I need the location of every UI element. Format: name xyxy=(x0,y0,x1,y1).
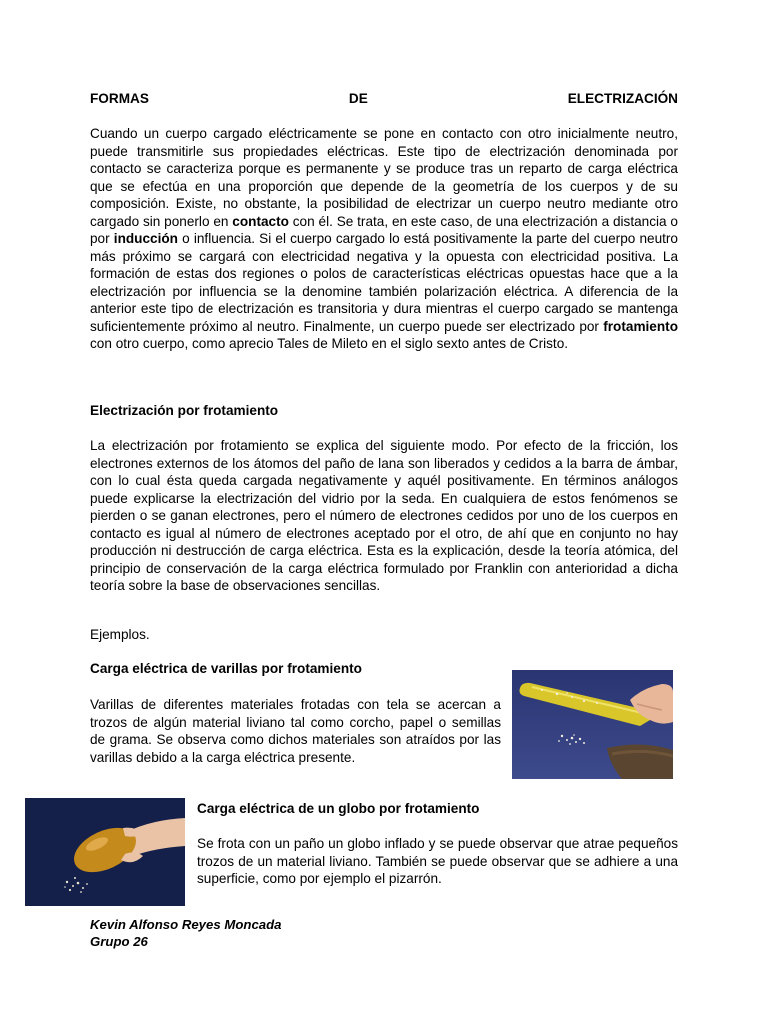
intro-text-d: o influencia. Si el cuerpo cargado lo está positivamente la parte del cuerpo neutro más próximo se cargará con electricidad negativa y la opuesta con electricidad positiva. La formación de estas dos regiones o polos de características eléctricas opuestas hace que a la electrización por influencia se la denomine también polarización eléctrica. A diferencia de la anterior este tipo de electrización es transitoria y dura mientras el cuerpo cargado se mantenga suficientemente próximo al neutro. Finalmente, un cuerpo puede ser electrizado por xyxy=(90,231,678,334)
intro-paragraph xyxy=(90,125,678,353)
bold-frotamiento: frotamiento xyxy=(603,318,678,334)
varillas-paragraph: Varillas de diferentes materiales frotadas con tela se acercan a trozos de algún material liviano tal como corcho, papel o semillas de grama. Se observa como dichos materiales son atraídos por las varillas debido a la carga eléctrica presente. xyxy=(90,697,501,765)
intro-text-a: Cuando un cuerpo cargado eléctricamente se pone en contacto con otro inicialmente neutro, puede transmitirle sus propiedades eléctricas. Este tipo de electrización denominada por contacto se caracteriza porque es permanente y se produce tras un reparto de carga eléctrica que se efectúa en una proporción que depende de la geometría de los cuerpos y de su composición. Existe, no obstante, la posibilidad de electrizar un cuerpo neutro mediante otro cargado sin ponerlo en xyxy=(90,126,678,229)
title-word-3: ELECTRIZACIÓN xyxy=(567,91,678,106)
bold-contacto: contacto xyxy=(232,213,289,229)
author-group: Grupo 26 xyxy=(90,934,148,949)
title-word-1: FORMAS xyxy=(90,91,149,106)
rods-photo-graphic xyxy=(512,670,673,779)
balloon-photo-graphic xyxy=(25,798,185,906)
balloon-photo xyxy=(25,798,185,906)
author-name: Kevin Alfonso Reyes Moncada xyxy=(90,917,282,932)
intro-text-e: con otro cuerpo, como aprecio Tales de Mileto en el siglo sexto antes de Cristo. xyxy=(90,336,569,351)
ejemplos-label: Ejemplos. xyxy=(90,627,150,642)
rods-photo xyxy=(512,670,673,779)
globo-paragraph: Se frota con un paño un globo inflado y se puede observar que atrae pequeños trozos de un material liviano. También se puede observar que se adhiere a una superficie, como por ejemplo el pizarrón. xyxy=(197,836,678,886)
document-title xyxy=(90,91,678,106)
heading-globo: Carga eléctrica de un globo por frotamiento xyxy=(197,801,480,816)
bold-induccion: inducción xyxy=(113,231,178,246)
title-word-2: DE xyxy=(348,91,368,106)
heading-frotamiento: Electrización por frotamiento xyxy=(90,403,279,418)
intro-text-c: con él. Se trata, en este caso, de una electrización a distancia o por xyxy=(90,213,678,246)
heading-varillas: Carga eléctrica de varillas por frotamiento xyxy=(90,661,362,676)
frotamiento-paragraph: La electrización por frotamiento se explica del siguiente modo. Por efecto de la fricción, los electrones externos de los átomos del paño de lana son liberados y cedidos a la barra de ámbar, con lo cual ésta queda cargada negativamente y aquél positivamente. En términos análogos puede explicarse la electrización del vidrio por la seda. En cualquiera de estos fenómenos se pierden o se ganan electrones, pero el número de electrones cedidos por uno de los cuerpos en contacto es igual al número de electrones aceptado por el otro, de ahí que en conjunto no hay producción ni destrucción de carga eléctrica. Esta es la explicación, desde la teoría atómica, del principio de conservación de la carga eléctrica formulado por Franklin con anterioridad a dicha teoría sobre la base de observaciones sencillas. xyxy=(90,438,678,593)
